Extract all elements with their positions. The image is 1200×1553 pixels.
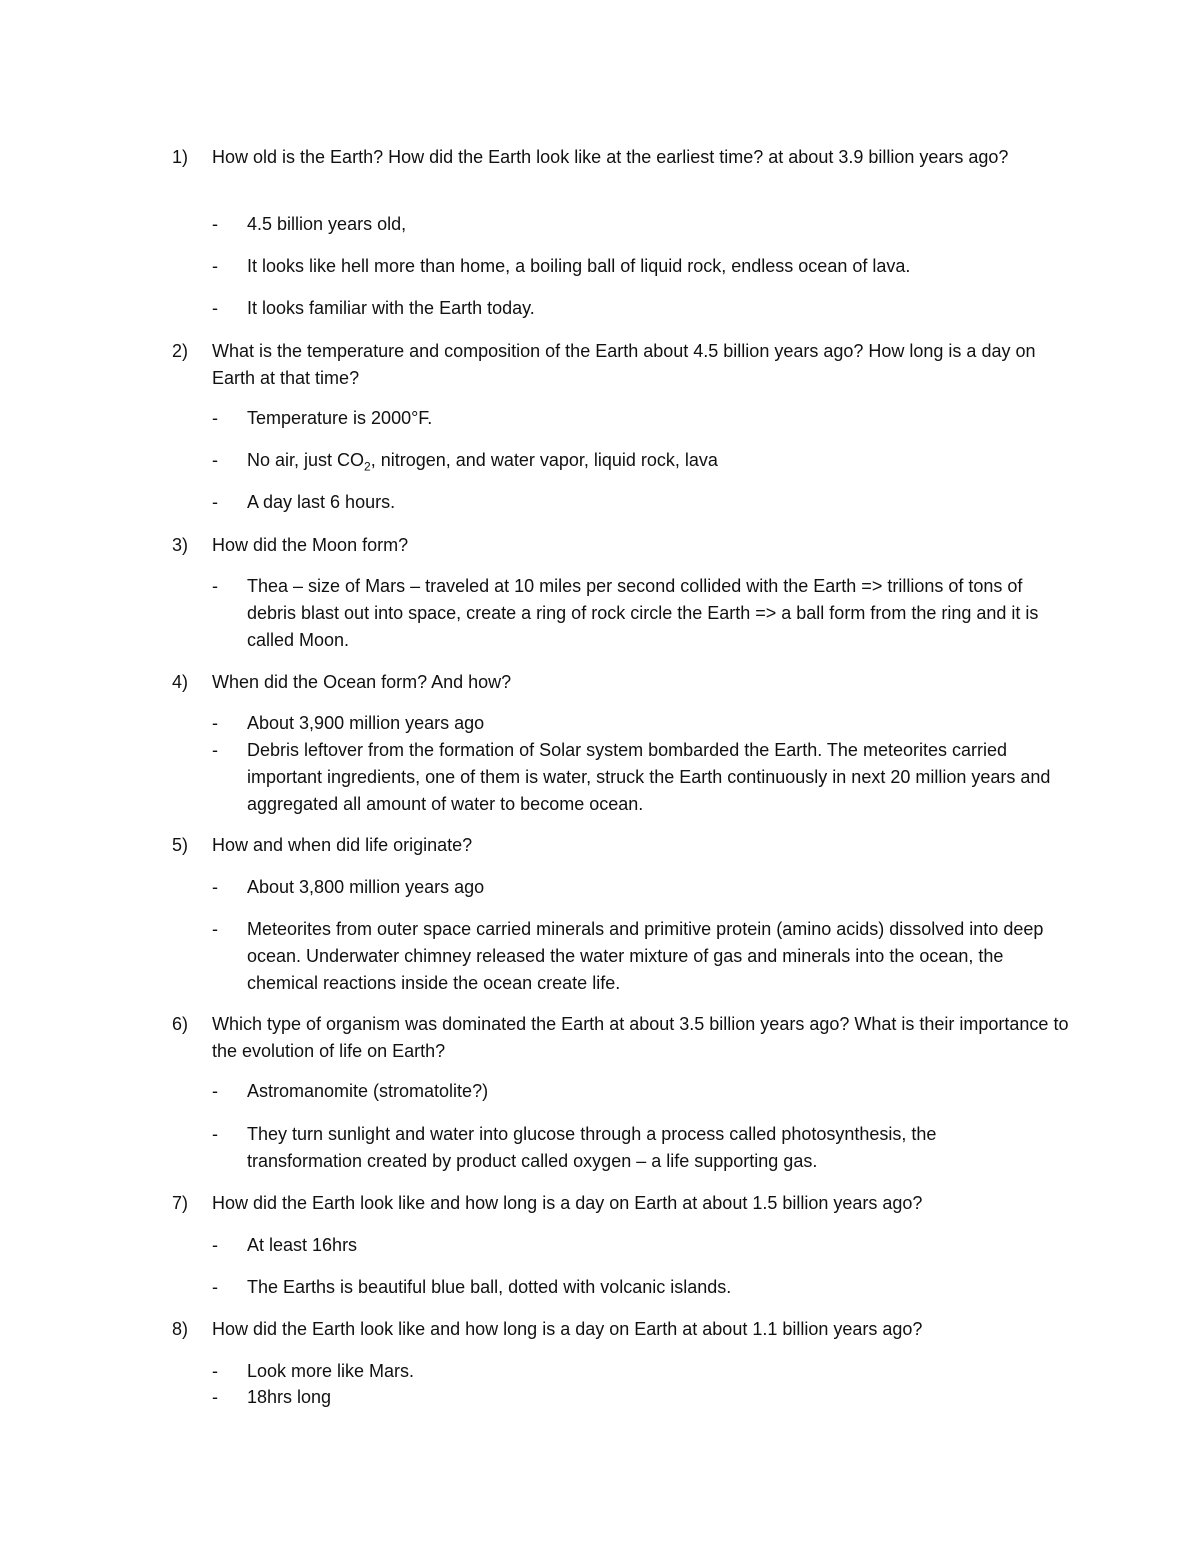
bullet-dash: -: [212, 1277, 218, 1297]
question-text: How did the Moon form?: [212, 535, 409, 555]
question-text: How did the Earth look like and how long is a day on Earth at about 1.1 billion years ago?: [212, 1319, 923, 1339]
answer-item: [212, 211, 1052, 238]
answer-item: [212, 489, 1052, 516]
answer-text: They turn sunlight and water into glucose through a process called photosynthesis, the transformation created by product called oxygen – a life supporting gas.: [247, 1124, 937, 1171]
answer-item: [212, 1384, 1052, 1411]
bullet-dash: -: [212, 1235, 218, 1255]
answer-text: It looks like hell more than home, a boiling ball of liquid rock, endless ocean of lava.: [247, 256, 911, 276]
answer-item: [212, 573, 1052, 654]
bullet-dash: -: [212, 256, 218, 276]
question-text: How and when did life originate?: [212, 835, 473, 855]
bullet-dash: -: [212, 1124, 218, 1144]
answer-text: [247, 447, 1052, 474]
answer-item: [212, 1078, 1052, 1105]
answer-text-part: , nitrogen, and water vapor, liquid rock, lava: [370, 450, 718, 470]
question-8: [172, 1316, 1072, 1343]
question-number: 4): [172, 672, 189, 692]
question-number: 1): [172, 147, 189, 167]
question-number: 8): [172, 1319, 189, 1339]
question-text: How did the Earth look like and how long is a day on Earth at about 1.5 billion years ago?: [212, 1193, 923, 1213]
question-2: [172, 338, 1072, 392]
answer-item: [212, 253, 1052, 280]
answer-item: [212, 1232, 1052, 1259]
bullet-dash: -: [212, 408, 218, 428]
bullet-dash: -: [212, 740, 218, 760]
subscript: 2: [364, 459, 371, 474]
answer-item: [212, 1121, 1052, 1175]
answer-text-part: No air, just CO: [247, 450, 365, 470]
question-5: [172, 832, 1072, 859]
question-number: 3): [172, 535, 189, 555]
bullet-dash: -: [212, 1387, 218, 1407]
answer-text: About 3,900 million years ago: [247, 713, 485, 733]
bullet-dash: -: [212, 713, 218, 733]
answer-item: [212, 295, 1052, 322]
question-number: 7): [172, 1193, 189, 1213]
question-number: 6): [172, 1014, 189, 1034]
bullet-dash: -: [212, 877, 218, 897]
bullet-dash: -: [212, 450, 218, 470]
answer-text: Look more like Mars.: [247, 1361, 415, 1381]
bullet-dash: -: [212, 576, 218, 596]
bullet-dash: -: [212, 492, 218, 512]
bullet-dash: -: [212, 214, 218, 234]
answer-text: 18hrs long: [247, 1387, 332, 1407]
question-number: 5): [172, 835, 189, 855]
bullet-dash: -: [212, 1361, 218, 1381]
question-6: [172, 1011, 1072, 1065]
answer-text: Astromanomite (stromatolite?): [247, 1081, 489, 1101]
answer-text: Debris leftover from the formation of Solar system bombarded the Earth. The meteorites carried important ingredients, one of them is water, struck the Earth continuously in next 20 million years and aggregated all amount of water to become ocean.: [247, 740, 1051, 814]
answer-text: At least 16hrs: [247, 1235, 358, 1255]
answer-text: It looks familiar with the Earth today.: [247, 298, 535, 318]
question-text: What is the temperature and composition of the Earth about 4.5 billion years ago? How long is a day on Earth at that time?: [212, 341, 1036, 388]
answer-item: [212, 1358, 1052, 1385]
question-number: 2): [172, 341, 189, 361]
question-text: Which type of organism was dominated the Earth at about 3.5 billion years ago? What is their importance to the evolution of life on Earth?: [212, 1014, 1069, 1061]
answer-text: Thea – size of Mars – traveled at 10 miles per second collided with the Earth => trillions of tons of debris blast out into space, create a ring of rock circle the Earth => a ball form from the ring and it is called Moon.: [247, 576, 1039, 650]
question-1: [172, 144, 1072, 171]
answer-item: [212, 874, 1052, 901]
answer-text: A day last 6 hours.: [247, 492, 396, 512]
question-4: [172, 669, 1072, 696]
answer-text: Temperature is 2000°F.: [247, 408, 433, 428]
bullet-dash: -: [212, 1081, 218, 1101]
answer-item: [212, 737, 1052, 818]
question-7: [172, 1190, 1072, 1217]
question-3: [172, 532, 1072, 559]
bullet-dash: -: [212, 919, 218, 939]
answer-item: [212, 916, 1052, 997]
answer-item: [212, 1274, 1052, 1301]
answer-text: The Earths is beautiful blue ball, dotted with volcanic islands.: [247, 1277, 732, 1297]
question-text: How old is the Earth? How did the Earth look like at the earliest time? at about 3.9 billion years ago?: [212, 147, 1009, 167]
bullet-dash: -: [212, 298, 218, 318]
answer-text: About 3,800 million years ago: [247, 877, 485, 897]
answer-item: [212, 405, 1052, 432]
answer-item: [212, 447, 1052, 474]
answer-text: 4.5 billion years old,: [247, 214, 407, 234]
answer-text: Meteorites from outer space carried minerals and primitive protein (amino acids) dissolved into deep ocean. Underwater chimney released the water mixture of gas and minerals into the ocean, the chemical reactions inside the ocean create life.: [247, 919, 1044, 993]
question-text: When did the Ocean form? And how?: [212, 672, 512, 692]
answer-item: [212, 710, 1052, 737]
